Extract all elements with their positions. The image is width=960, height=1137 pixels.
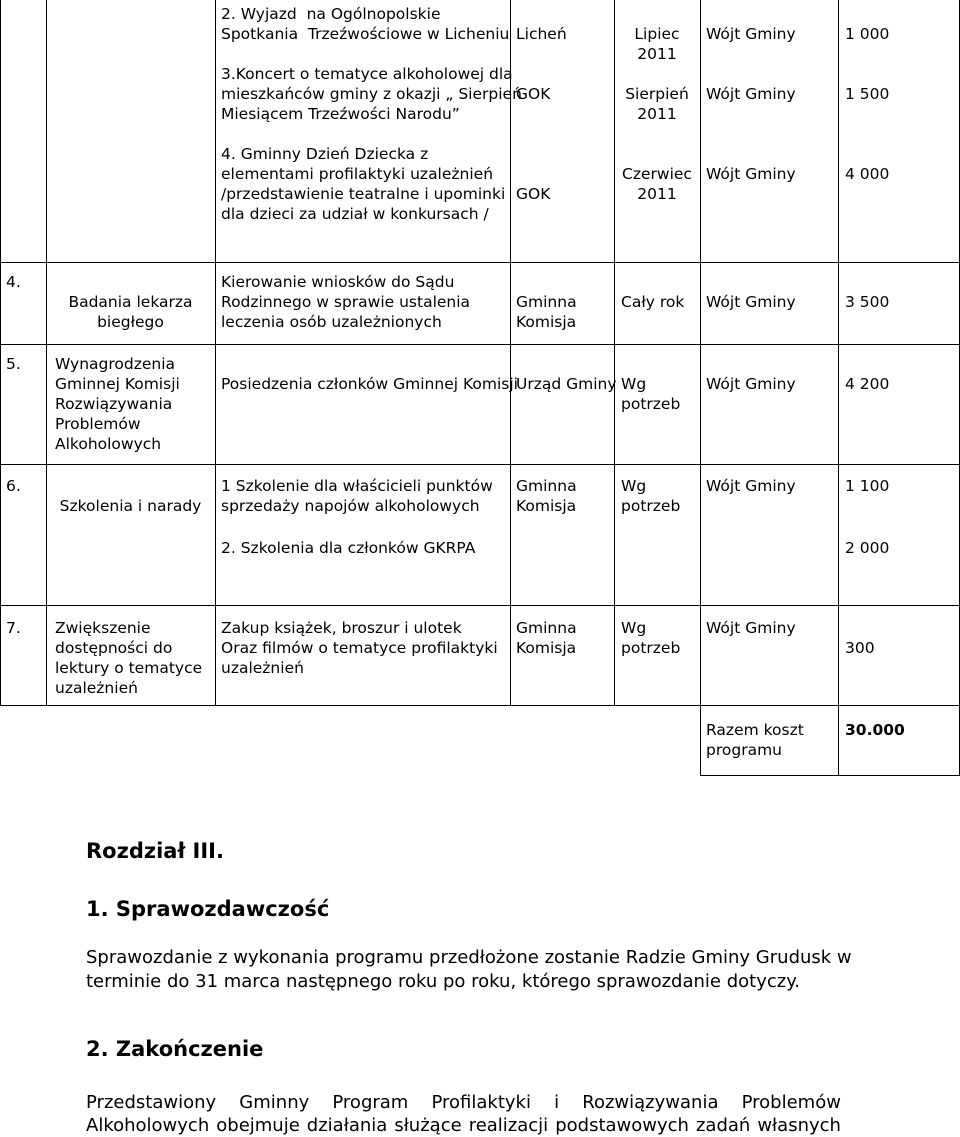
paragraph-line: [86, 1091, 841, 1114]
row-divider: [0, 344, 960, 345]
word: służące: [394, 1115, 462, 1136]
place-cell: Urząd Gminy: [516, 375, 617, 393]
row-number: 4.: [6, 273, 21, 291]
col-divider: [838, 0, 839, 775]
place-cell: Gminna Komisja: [516, 619, 577, 657]
col-divider: [215, 0, 216, 705]
row-divider: [0, 605, 960, 606]
place-cell: Gminna Komisja: [516, 293, 577, 331]
task-cell: Posiedzenia członków Gminnej Komisji: [221, 375, 518, 393]
word: podstawowych: [555, 1115, 689, 1136]
responsible-cell: Wójt Gminy: [706, 293, 796, 311]
task-cell: 2. Szkolenia dla członków GKRPA: [221, 539, 476, 557]
task-cell: 1 Szkolenie dla właścicieli punktów sprzedaży napojów alkoholowych: [221, 477, 493, 515]
place-cell: GOK: [516, 185, 551, 203]
section-title: 1. Sprawozdawczość: [86, 897, 330, 921]
topic-cell: Zwiększenie dostępności do lektury o tematyce uzależnień: [55, 619, 203, 697]
topic-cell: Szkolenia i narady: [59, 497, 202, 515]
col-divider: [46, 0, 47, 705]
word: Program: [332, 1092, 409, 1113]
responsible-cell: Wójt Gminy: [706, 85, 796, 103]
row-divider: [0, 464, 960, 465]
responsible-cell: Wójt Gminy: [706, 165, 796, 183]
row-number: 5.: [6, 355, 21, 373]
amount-cell: 1 000: [845, 25, 890, 43]
word: własnych: [757, 1115, 841, 1136]
word: i: [554, 1092, 560, 1113]
chapter-title: Rozdział III.: [86, 839, 224, 863]
word: Przedstawiony: [86, 1092, 217, 1113]
date-cell: Wg potrzeb: [621, 477, 681, 515]
word: obejmuje: [216, 1115, 300, 1136]
amount-cell: 300: [845, 639, 875, 657]
word: Alkoholowych: [86, 1115, 210, 1136]
date-cell: Lipiec 2011: [634, 25, 680, 63]
task-cell: Zakup książek, broszur i ulotek Oraz filmów o tematyce profilaktyki uzależnień: [221, 619, 498, 677]
row-divider: [0, 705, 960, 706]
word: realizacji: [468, 1115, 549, 1136]
date-cell: Wg potrzeb: [621, 619, 681, 657]
word: zadań: [695, 1115, 751, 1136]
paragraph-line: Sprawozdanie z wykonania programu przedłożone zostanie Radzie Gminy Grudusk w: [86, 947, 852, 968]
date-cell: Sierpień 2011: [625, 85, 689, 123]
amount-cell: 1 500: [845, 85, 890, 103]
place-cell: Licheń: [516, 25, 567, 43]
col-divider: [700, 0, 701, 775]
responsible-cell: Wójt Gminy: [706, 477, 796, 495]
word: Problemów: [741, 1092, 841, 1113]
row-number: 6.: [6, 477, 21, 495]
amount-cell: 4 200: [845, 375, 890, 393]
responsible-cell: Wójt Gminy: [706, 619, 796, 637]
place-cell: Gminna Komisja: [516, 477, 577, 515]
word: Gminny: [239, 1092, 310, 1113]
word: Rozwiązywania: [582, 1092, 719, 1113]
row-divider: [0, 262, 960, 263]
row-number: 7.: [6, 619, 21, 637]
total-label: Razem koszt programu: [706, 721, 804, 759]
total-value: 30.000: [845, 721, 905, 739]
word: działania: [306, 1115, 388, 1136]
row-divider: [700, 775, 960, 776]
col-divider: [0, 0, 1, 705]
amount-cell: 2 000: [845, 539, 890, 557]
task-cell: 2. Wyjazd na Ogólnopolskie Spotkania Trzeźwościowe w Licheniu: [221, 5, 510, 43]
date-cell: Wg potrzeb: [621, 375, 681, 413]
paragraph-line: terminie do 31 marca następnego roku po roku, którego sprawozdanie dotyczy.: [86, 971, 801, 992]
responsible-cell: Wójt Gminy: [706, 25, 796, 43]
topic-cell: Badania lekarza biegłego: [68, 293, 193, 331]
date-cell: Cały rok: [621, 293, 685, 311]
word: Profilaktyki: [431, 1092, 531, 1113]
amount-cell: 4 000: [845, 165, 890, 183]
responsible-cell: Wójt Gminy: [706, 375, 796, 393]
section-title: 2. Zakończenie: [86, 1037, 264, 1061]
task-cell: 3.Koncert o tematyce alkoholowej dla mieszkańców gminy z okazji „ Sierpień Miesiącem Trzeźwości Narodu”: [221, 65, 522, 123]
paragraph-line: [86, 1114, 841, 1137]
task-cell: 4. Gminny Dzień Dziecka z elementami profilaktyki uzależnień /przedstawienie teatralne i upominki dla dzieci za udział w konkursach /: [221, 145, 506, 223]
amount-cell: 1 100: [845, 477, 890, 495]
task-cell: Kierowanie wniosków do Sądu Rodzinnego w sprawie ustalenia leczenia osób uzależnionych: [221, 273, 471, 331]
date-cell: Czerwiec 2011: [622, 165, 692, 203]
place-cell: GOK: [516, 85, 551, 103]
topic-cell: Wynagrodzenia Gminnej Komisji Rozwiązywania Problemów Alkoholowych: [55, 355, 180, 453]
amount-cell: 3 500: [845, 293, 890, 311]
